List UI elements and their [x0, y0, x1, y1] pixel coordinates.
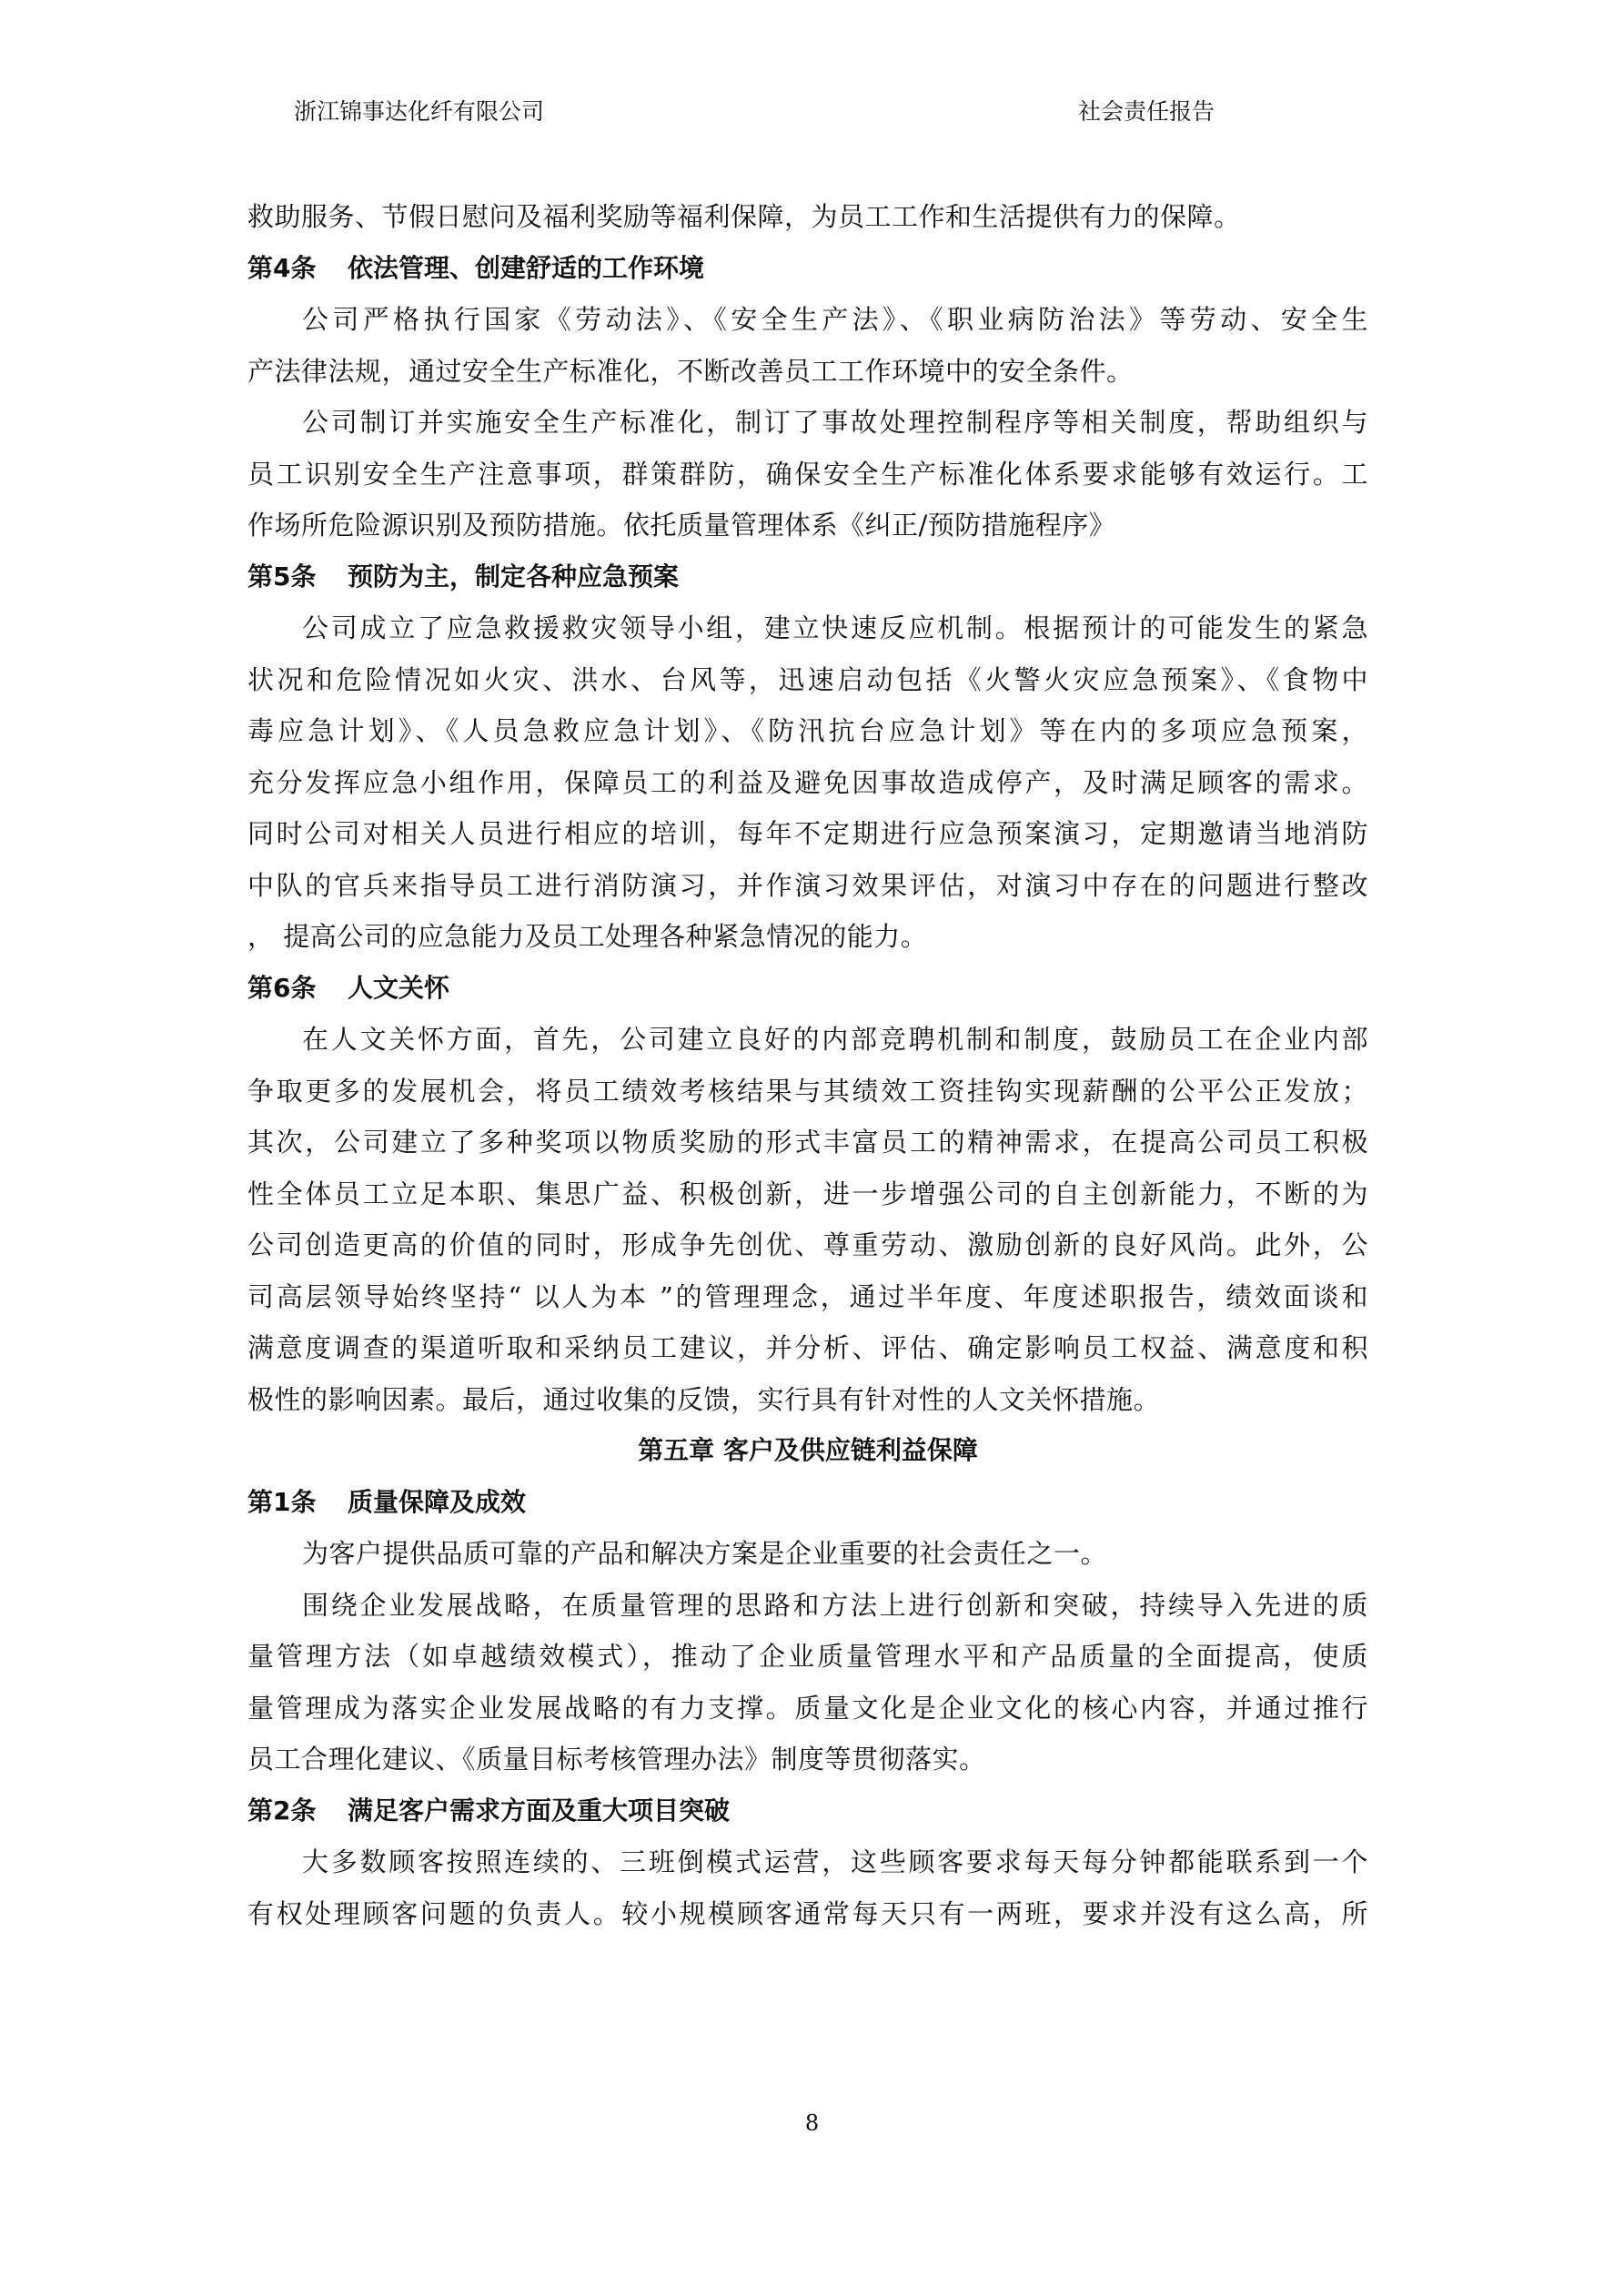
body-text-line: 员工合理化建议、《质量目标考核管理办法》制度等贯彻落实。 — [247, 1744, 986, 1775]
body-text-line: 同时公司对相关人员进行相应的培训，每年不定期进行应急预案演习，定期邀请当地消防 — [247, 818, 1368, 849]
article-number: 第2条 — [247, 1795, 317, 1826]
body-text-line: 为客户提供品质可靠的产品和解决方案是企业重要的社会责任之一。 — [302, 1538, 1108, 1569]
chapter-title: 第五章 客户及供应链利益保障 — [638, 1435, 978, 1465]
article-title: 人文关怀 — [348, 972, 450, 1003]
body-text-line: 产法律法规，通过安全生产标准化，不断改善员工工作环境中的安全条件。 — [247, 355, 1134, 387]
body-text-line: 中队的官兵来指导员工进行消防演习，并作演习效果评估，对演习中存在的问题进行整改 — [247, 869, 1368, 901]
body-text-line: 司高层领导始终坚持“ 以人为本 ”的管理理念，通过半年度、年度述职报告，绩效面谈和 — [247, 1280, 1368, 1312]
body-text-line: 公司制订并实施安全生产标准化，制订了事故处理控制程序等相关制度，帮助组织与 — [302, 407, 1368, 438]
body-text-line: 在人文关怀方面，首先，公司建立良好的内部竞聘机制和制度，鼓励员工在企业内部 — [302, 1024, 1368, 1055]
body-text-line: 充分发挥应急小组作用，保障员工的利益及避免因事故造成停产，及时满足顾客的需求。 — [247, 766, 1368, 798]
page-number: 8 — [804, 2110, 820, 2136]
body-text-line: ， 提高公司的应急能力及员工处理各种紧急情况的能力。 — [247, 921, 928, 952]
article-heading — [247, 1477, 1368, 1529]
article-number: 第4条 — [247, 252, 317, 283]
article-heading — [247, 1785, 1368, 1837]
document-body — [247, 191, 1368, 1939]
body-text-line: 员工识别安全生产注意事项，群策群防，确保安全生产标准化体系要求能够有效运行。工 — [247, 458, 1368, 490]
body-text-line: 大多数顾客按照连续的、三班倒模式运营，这些顾客要求每天每分钟都能联系到一个 — [302, 1846, 1368, 1877]
body-text-line: 满意度调查的渠道听取和采纳员工建议，并分析、评估、确定影响员工权益、满意度和积 — [247, 1332, 1368, 1363]
body-text-line: 争取更多的发展机会，将员工绩效考核结果与其绩效工资挂钩实现薪酬的公平公正发放； — [247, 1075, 1368, 1107]
body-text-line: 其次，公司建立了多种奖项以物质奖励的形式丰富员工的精神需求，在提高公司员工积极 — [247, 1127, 1368, 1158]
body-text-line: 公司成立了应急救援救灾领导小组，建立快速反应机制。根据预计的可能发生的紧急 — [302, 612, 1368, 643]
article-title: 预防为主，制定各种应急预案 — [348, 561, 680, 592]
body-text-line: 极性的影响因素。最后，通过收集的反馈，实行具有针对性的人文关怀措施。 — [247, 1383, 1161, 1415]
header-report-title: 社会责任报告 — [1078, 98, 1215, 125]
body-text-line: 毒应急计划》、《人员急救应急计划》、《防汛抗台应急计划》等在内的多项应急预案， — [247, 715, 1368, 746]
body-text-line: 公司创造更高的价值的同时，形成争先创优、尊重劳动、激励创新的良好风尚。此外，公 — [247, 1229, 1368, 1260]
article-heading — [247, 551, 1368, 603]
body-text-line: 救助服务、节假日慰问及福利奖励等福利保障，为员工工作和生活提供有力的保障。 — [247, 201, 1241, 232]
body-text-line: 有权处理顾客问题的负责人。较小规模顾客通常每天只有一两班，要求并没有这么高，所 — [247, 1897, 1368, 1929]
body-text-line: 状况和危险情况如火灾、洪水、台风等，迅速启动包括《火警火灾应急预案》、《食物中 — [247, 663, 1368, 695]
header-company-name: 浙江锦事达化纤有限公司 — [294, 98, 545, 125]
body-text-line: 围绕企业发展战略，在质量管理的思路和方法上进行创新和突破，持续导入先进的质 — [302, 1589, 1368, 1621]
article-heading — [247, 963, 1368, 1015]
article-title: 质量保障及成效 — [348, 1486, 527, 1517]
body-text-line: 公司严格执行国家《劳动法》、《安全生产法》、《职业病防治法》等劳动、安全生 — [302, 304, 1368, 335]
article-number: 第1条 — [247, 1486, 317, 1517]
article-title: 满足客户需求方面及重大项目突破 — [348, 1795, 731, 1826]
body-text-line: 作场所危险源识别及预防措施。依托质量管理体系《纠正/预防措施程序》 — [247, 510, 1116, 541]
article-title: 依法管理、创建舒适的工作环境 — [348, 252, 705, 283]
body-text-line: 性全体员工立足本职、集思广益、积极创新，进一步增强公司的自主创新能力，不断的为 — [247, 1178, 1368, 1209]
body-text-line: 量管理方法（如卓越绩效模式），推动了企业质量管理水平和产品质量的全面提高，使质 — [247, 1641, 1368, 1672]
body-text-line: 量管理成为落实企业发展战略的有力支撑。质量文化是企业文化的核心内容，并通过推行 — [247, 1692, 1368, 1724]
article-heading — [247, 243, 1368, 295]
article-number: 第5条 — [247, 561, 317, 592]
article-number: 第6条 — [247, 972, 317, 1003]
